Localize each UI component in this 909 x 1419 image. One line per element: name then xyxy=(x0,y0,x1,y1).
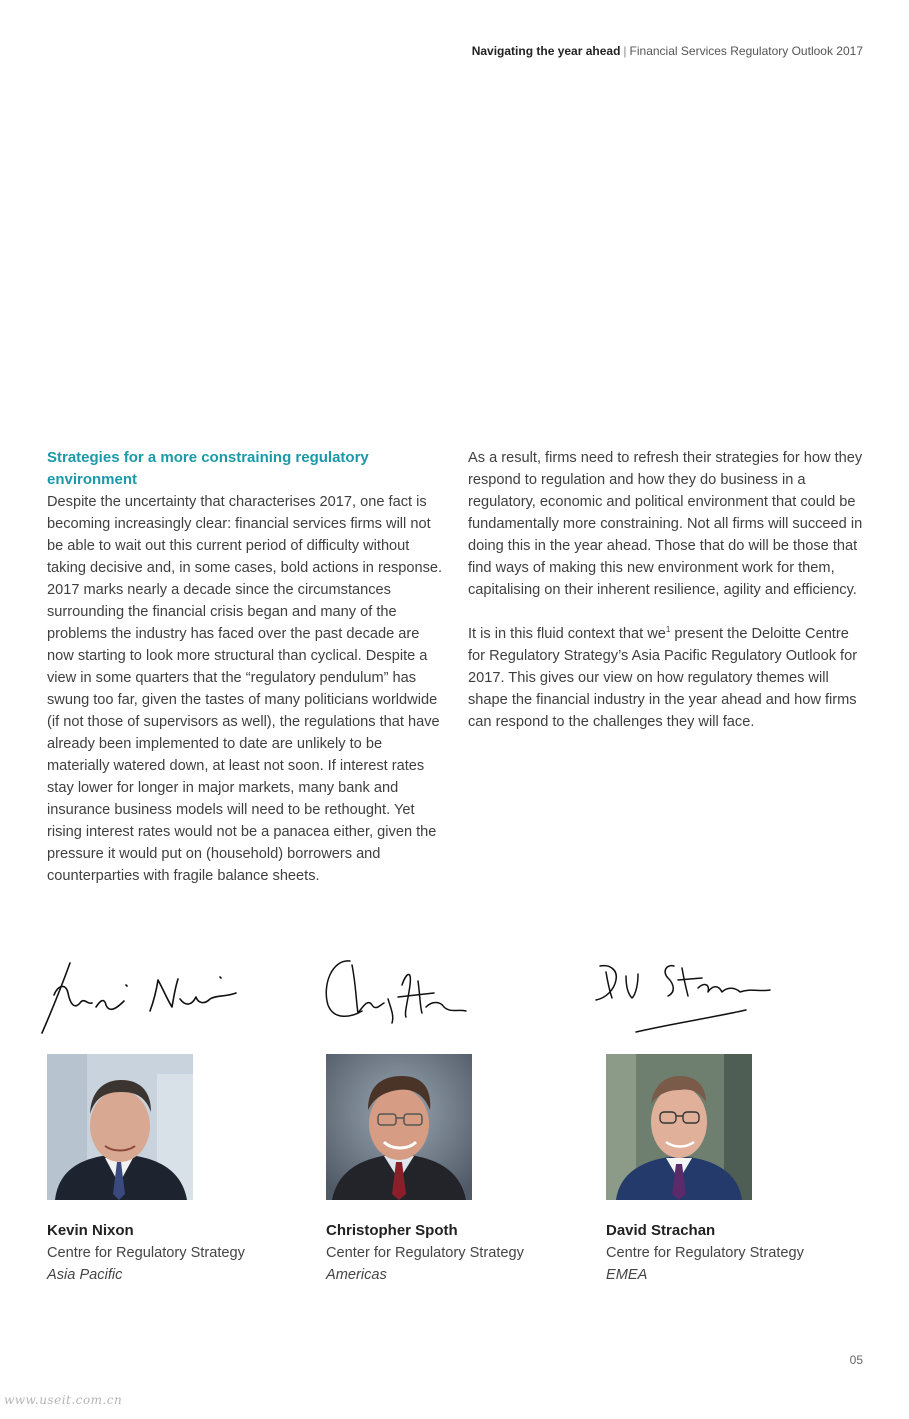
person-card xyxy=(47,1054,307,1286)
header-publication-title: Financial Services Regulatory Outlook 2017 xyxy=(629,44,863,58)
person-role: Centre for Regulatory Strategy xyxy=(606,1245,804,1261)
person-name: Christopher Spoth xyxy=(326,1222,458,1239)
portrait-photo xyxy=(47,1054,193,1200)
footnote-marker: 1 xyxy=(665,625,671,635)
person-region: Asia Pacific xyxy=(47,1267,123,1283)
person-name: Kevin Nixon xyxy=(47,1222,134,1239)
signature-david-strachan xyxy=(590,958,780,1038)
person-region: EMEA xyxy=(606,1267,648,1283)
right-column xyxy=(468,447,863,733)
section-heading: Strategies for a more constraining regulatory environment xyxy=(47,449,369,488)
paragraph-text: It is in this fluid context that we xyxy=(468,626,666,642)
signature-christopher-spoth xyxy=(322,955,472,1025)
person-role: Center for Regulatory Strategy xyxy=(326,1245,524,1261)
header-section-title: Navigating the year ahead xyxy=(471,44,621,58)
person-card xyxy=(326,1054,586,1286)
portrait-photo xyxy=(326,1054,472,1200)
body-paragraph: As a result, firms need to refresh their strategies for how they respond to regulation and how they do business in a regulatory, economic and political environment that could be fundamentally more constraining. Not all firms will succeed in doing this in the year ahead. Those that do will be those that find ways of making this new environment work for them, capitalising on their inherent resilience, agility and efficiency. xyxy=(468,450,863,598)
signature-kevin-nixon xyxy=(40,955,240,1040)
person-card xyxy=(606,1054,866,1286)
paragraph-text: present the Deloitte Centre for Regulatory Strategy’s Asia Pacific Regulatory Outlook for 2017. This gives our view on how regulatory themes will shape the financial industry in the year ahead and how firms can respond to the challenges they will face. xyxy=(468,626,858,730)
running-header xyxy=(472,44,863,58)
person-name: David Strachan xyxy=(606,1222,716,1239)
watermark: www.useit.com.cn xyxy=(4,1393,123,1407)
left-column xyxy=(47,447,445,887)
body-paragraph xyxy=(468,623,863,733)
person-role: Centre for Regulatory Strategy xyxy=(47,1245,245,1261)
body-paragraph: Despite the uncertainty that characterises 2017, one fact is becoming increasingly clear: financial services firms will not be able to wait out this current period of difficulty without taking decisive and, in some cases, bold actions in response. 2017 marks nearly a decade since the circumstances surrounding the financial crisis began and many of the problems the industry has faced over the past decade are now starting to look more structural than cyclical. Despite a view in some quarters that the “regulatory pendulum” has swung too far, given the tastes of many politicians worldwide (if not those of supervisors as well), the regulations that have already been implemented to date are unlikely to be materially watered down, at least not soon. If interest rates stay lower for longer in major markets, many bank and insurance business models will need to be rethought. Yet rising interest rates would not be a panacea either, given the pressure it would put on (household) borrowers and counterparties with fragile balance sheets. xyxy=(47,494,443,884)
person-region: Americas xyxy=(326,1267,387,1283)
header-separator: | xyxy=(623,44,627,58)
page-number: 05 xyxy=(849,1353,863,1367)
portrait-photo xyxy=(606,1054,752,1200)
